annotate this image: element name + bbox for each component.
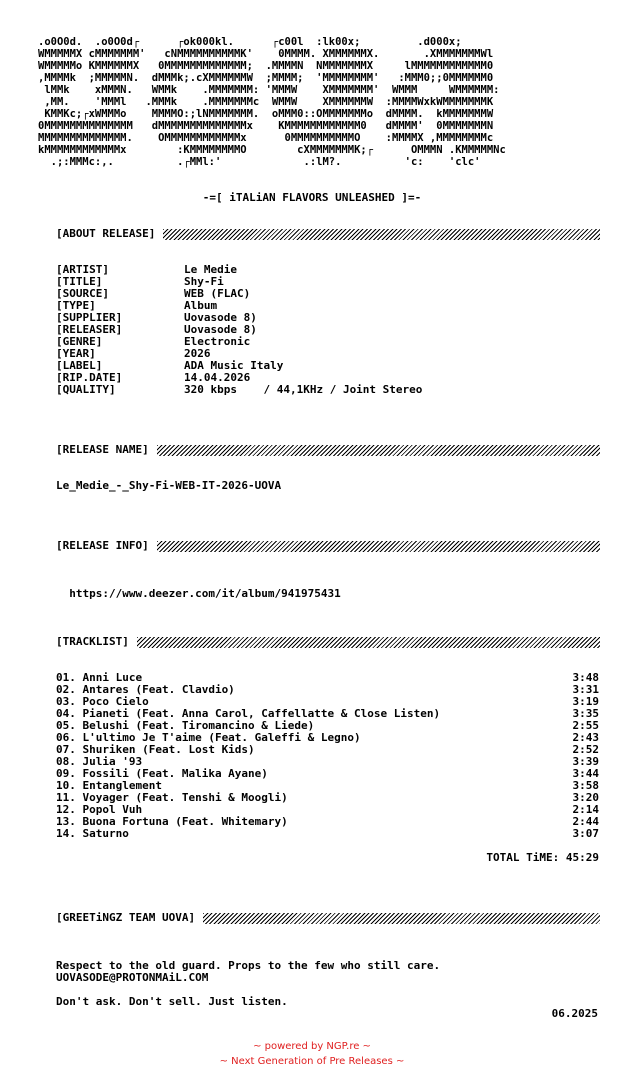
section-divider — [203, 913, 600, 924]
section-divider — [157, 541, 600, 552]
section-release-name — [56, 444, 600, 456]
track-title: 13. Buona Fortuna (Feat. Whitemary) — [56, 815, 288, 828]
track-title: 12. Popol Vuh — [56, 803, 143, 816]
greetings-line: Don't ask. Don't sell. Just listen. — [56, 995, 288, 1008]
release-info — [56, 576, 341, 600]
track-title: 07. Shuriken (Feat. Lost Kids) — [56, 743, 255, 756]
contact-email: UOVASODE@PROTONMAiL.COM — [56, 971, 209, 984]
section-divider — [163, 229, 600, 240]
field-key: [TYPE] — [56, 299, 96, 312]
section-divider — [157, 445, 600, 456]
ascii-logo-line: 0MMMMMMMMMMMMMM dMMMMMMMMMMMMMMx KMMMMMMMMMMMM0 dMMMM' 0MMMMMMMN — [38, 120, 494, 132]
field-key: [ARTIST] — [56, 263, 109, 276]
track-title: 06. L'ultimo Je T'aime (Feat. Galeffi & Legno) — [56, 731, 361, 744]
ascii-logo-line: WMMMMMo KMMMMMMX 0MMMMMMMMMMMMM; .MMMMN NMMMMMMMX lMMMMMMMMMMMM0 — [38, 60, 494, 72]
section-header: [RELEASE NAME] — [56, 443, 149, 456]
footer-powered-by: ~ powered by NGP.re ~ — [253, 1041, 371, 1052]
section-header: [GREETiNGZ TEAM UOVA] — [56, 911, 196, 924]
track-duration: 3:48 — [572, 671, 599, 684]
ascii-logo-line: WMMMMMX cMMMMMMM' cNMMMMMMMMMMK' 0MMMM. XMMMMMMX. .XMMMMMMMWl — [38, 48, 494, 60]
field-key: [GENRE] — [56, 335, 103, 348]
ascii-logo — [38, 36, 506, 168]
field-key: [SOURCE] — [56, 287, 109, 300]
ascii-logo-line: .;:MMMc:,. .┌MMl:' .:lM?. 'c: 'clc' — [38, 156, 481, 168]
track-duration: 3:44 — [572, 767, 599, 780]
nfo-date: 06.2025 — [551, 1007, 598, 1020]
field-key: [RIP.DATE] — [56, 371, 123, 384]
track-duration: 3:31 — [572, 683, 599, 696]
total-time: TOTAL TiME: 45:29 — [486, 851, 599, 864]
ascii-logo-line: kMMMMMMMMMMMMx :KMMMMMMMMO cXMMMMMMMK;┌ OMMMN .KMMMMMNc — [38, 144, 506, 156]
ascii-logo-line: ,MMMMk ;MMMMMN. dMMMk;.cXMMMMMMW ;MMMM; 'MMMMMMMM' :MMM0;;0MMMMMM0 — [38, 72, 494, 84]
ascii-logo-line: .o0O0d. .o0O0d┌ ┌ok000kl. ┌c00l :lk00x; .d000x; — [38, 36, 462, 48]
section-tracklist — [56, 636, 600, 648]
field-key: [QUALITY] — [56, 383, 116, 396]
track-duration: 3:35 — [572, 707, 599, 720]
tagline: -=[ iTALiAN FLAVORS UNLEASHED ]=- — [202, 191, 422, 204]
track-duration: 2:55 — [572, 719, 599, 732]
field-key: [SUPPLIER] — [56, 311, 123, 324]
track-title: 11. Voyager (Feat. Tenshi & Moogli) — [56, 791, 288, 804]
track-title: 08. Julia '93 — [56, 755, 143, 768]
field-value: Album — [184, 299, 218, 312]
field-value: Le Medie — [184, 263, 237, 276]
track-title: 14. Saturno — [56, 827, 129, 840]
field-key: [TITLE] — [56, 275, 103, 288]
track-duration: 3:19 — [572, 695, 599, 708]
ascii-logo-line: lMMk xMMMN. WMMk .MMMMMMM: 'MMMW XMMMMMMM' WMMM WMMMMMM: — [38, 84, 500, 96]
field-value: WEB (FLAC) — [184, 287, 251, 300]
field-key: [LABEL] — [56, 359, 103, 372]
track-title: 09. Fossili (Feat. Malika Ayane) — [56, 767, 268, 780]
field-value: Shy-Fi — [184, 275, 224, 288]
section-divider — [137, 637, 600, 648]
tracklist — [56, 672, 599, 840]
about-field-row — [56, 288, 422, 300]
about-field-row — [56, 336, 422, 348]
field-value: Uovasode 8) — [184, 323, 257, 336]
section-header: [RELEASE INFO] — [56, 539, 149, 552]
section-greetings — [56, 912, 600, 924]
section-about-release — [56, 228, 600, 240]
section-header: [ABOUT RELEASE] — [56, 227, 156, 240]
track-title: 10. Entanglement — [56, 779, 162, 792]
track-duration: 3:58 — [572, 779, 599, 792]
track-duration: 3:20 — [572, 791, 599, 804]
track-duration: 3:07 — [572, 827, 599, 840]
track-duration: 2:44 — [572, 815, 599, 828]
about-field-row — [56, 264, 422, 276]
section-header: [TRACKLIST] — [56, 635, 129, 648]
greetings-line: Respect to the old guard. Props to the few who still care. — [56, 959, 441, 972]
track-duration: 2:43 — [572, 731, 599, 744]
field-value: 14.04.2026 — [184, 371, 251, 384]
ascii-logo-line: MMMMMMMMMMMMMM. OMMMMMMMMMMMMx 0MMMMMMMMMMO :MMMMX ,MMMMMMMMc — [38, 132, 494, 144]
release-name-value: Le_Medie_-_Shy-Fi-WEB-IT-2026-UOVA — [56, 479, 282, 492]
track-duration: 2:52 — [572, 743, 599, 756]
field-value: Electronic — [184, 335, 251, 348]
track-duration: 3:39 — [572, 755, 599, 768]
ascii-logo-line: ,MM. 'MMMl .MMMk .MMMMMMMc WMMW XMMMMMMW :MMMMWxkWMMMMMMMK — [38, 96, 494, 108]
track-row — [56, 828, 599, 840]
field-value: 2026 — [184, 347, 211, 360]
section-release-info — [56, 540, 600, 552]
track-title: 05. Belushi (Feat. Tiromancino & Liede) — [56, 719, 315, 732]
track-title: 01. Anni Luce — [56, 671, 143, 684]
footer-tagline: ~ Next Generation of Pre Releases ~ — [219, 1056, 405, 1067]
about-field-row — [56, 384, 422, 396]
field-value: ADA Music Italy — [184, 359, 284, 372]
field-value: Uovasode 8) — [184, 311, 257, 324]
field-value: 320 kbps / 44,1KHz / Joint Stereo — [184, 383, 423, 396]
about-fields — [56, 264, 422, 396]
release-info-link[interactable]: https://www.deezer.com/it/album/941975431 — [69, 587, 341, 600]
field-key: [RELEASER] — [56, 323, 123, 336]
track-duration: 2:14 — [572, 803, 599, 816]
ascii-logo-line: KMMKc;┌xWMMMo MMMMO:;lNMMMMMMM. oMMM0::OMMMMMMMo dMMMM. kMMMMMMMW — [38, 108, 494, 120]
field-key: [YEAR] — [56, 347, 96, 360]
track-title: 04. Pianeti (Feat. Anna Carol, Caffellatte & Close Listen) — [56, 707, 441, 720]
track-title: 02. Antares (Feat. Clavdio) — [56, 683, 235, 696]
track-row — [56, 816, 599, 828]
track-title: 03. Poco Cielo — [56, 695, 149, 708]
